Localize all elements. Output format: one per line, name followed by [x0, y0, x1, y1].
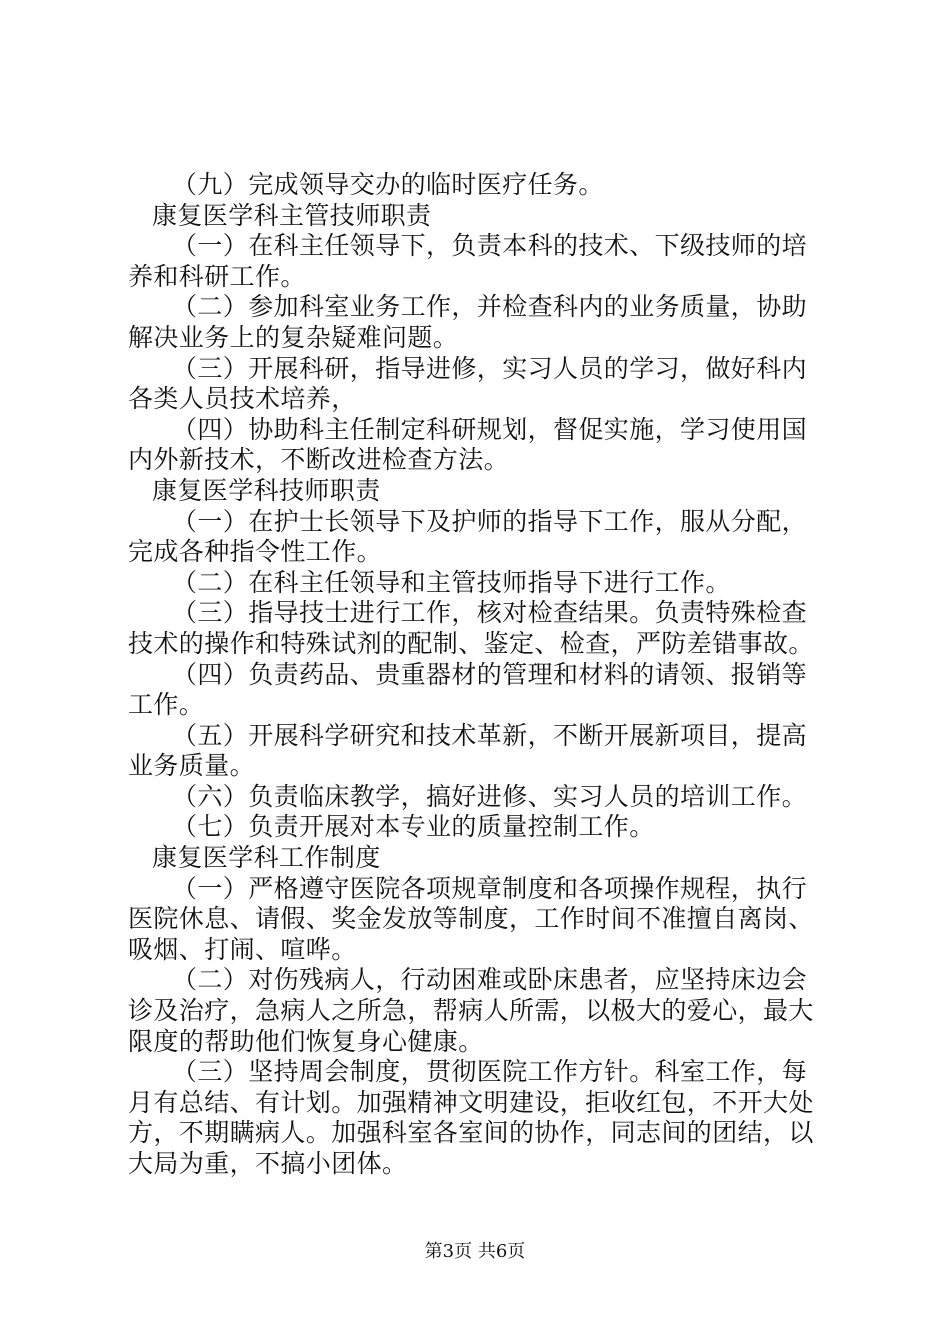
paragraph-line: （三）指导技士进行工作，核对检查结果。负责特殊检查 — [172, 598, 808, 628]
paragraph-line: 医院休息、请假、奖金发放等制度，工作时间不准擅自离岗、 — [128, 904, 814, 934]
paragraph-line: （四）负责药品、贵重器材的管理和材料的请领、报销等 — [172, 659, 808, 689]
paragraph-line: 方，不期瞒病人。加强科室各室间的协作，同志间的团结，以 — [128, 1118, 814, 1148]
page-number-footer: 第3页 共6页 — [424, 1241, 526, 1262]
paragraph-line: （三）坚持周会制度，贯彻医院工作方针。科室工作，每 — [172, 1057, 808, 1087]
document-body — [128, 170, 833, 1180]
paragraph-line: 技术的操作和特殊试剂的配制、鉴定、检查，严防差错事故。 — [128, 628, 814, 658]
paragraph-line: （二）在科主任领导和主管技师指导下进行工作。 — [172, 567, 731, 597]
paragraph-line: 业务质量。 — [128, 751, 256, 781]
paragraph-line: 完成各种指令性工作。 — [128, 537, 383, 567]
paragraph-line: （一）在护士长领导下及护师的指导下工作，服从分配， — [172, 506, 808, 536]
paragraph-line: （三）开展科研，指导进修，实习人员的学习，做好科内 — [172, 353, 808, 383]
paragraph-line: （二）对伤残病人，行动困难或卧床患者，应坚持床边会 — [172, 965, 808, 995]
paragraph-line: （四）协助科主任制定科研规划，督促实施，学习使用国 — [172, 414, 808, 444]
paragraph-line: 内外新技术，不断改进检查方法。 — [128, 445, 510, 475]
paragraph-line: 吸烟、打闹、喧哗。 — [128, 934, 357, 964]
paragraph-line: （二）参加科室业务工作，并检查科内的业务质量，协助 — [172, 292, 808, 322]
paragraph-line: 月有总结、有计划。加强精神文明建设，拒收红包，不开大处 — [128, 1087, 814, 1117]
paragraph-line: 各类人员技术培养， — [128, 384, 357, 414]
paragraph-line: 大局为重，不搞小团体。 — [128, 1149, 408, 1178]
paragraph-line: （九）完成领导交办的临时医疗任务。 — [172, 170, 604, 199]
paragraph-line: 诊及治疗，急病人之所急，帮病人所需，以极大的爱心，最大 — [128, 996, 814, 1026]
section-heading: 康复医学科工作制度 — [152, 843, 381, 873]
paragraph-line: （一）在科主任领导下，负责本科的技术、下级技师的培 — [172, 231, 808, 261]
paragraph-line: 解决业务上的复杂疑难问题。 — [128, 322, 459, 352]
paragraph-line: （五）开展科学研究和技术革新，不断开展新项目，提高 — [172, 720, 808, 750]
section-heading: 康复医学科主管技师职责 — [152, 200, 432, 230]
paragraph-line: （一）严格遵守医院各项规章制度和各项操作规程，执行 — [172, 873, 808, 903]
paragraph-line: 养和科研工作。 — [128, 261, 306, 291]
paragraph-line: （六）负责临床教学，搞好进修、实习人员的培训工作。 — [172, 781, 808, 811]
section-heading: 康复医学科技师职责 — [152, 475, 381, 505]
paragraph-line: （七）负责开展对本专业的质量控制工作。 — [172, 812, 655, 842]
paragraph-line: 工作。 — [128, 690, 205, 720]
paragraph-line: 限度的帮助他们恢复身心健康。 — [128, 1026, 484, 1056]
